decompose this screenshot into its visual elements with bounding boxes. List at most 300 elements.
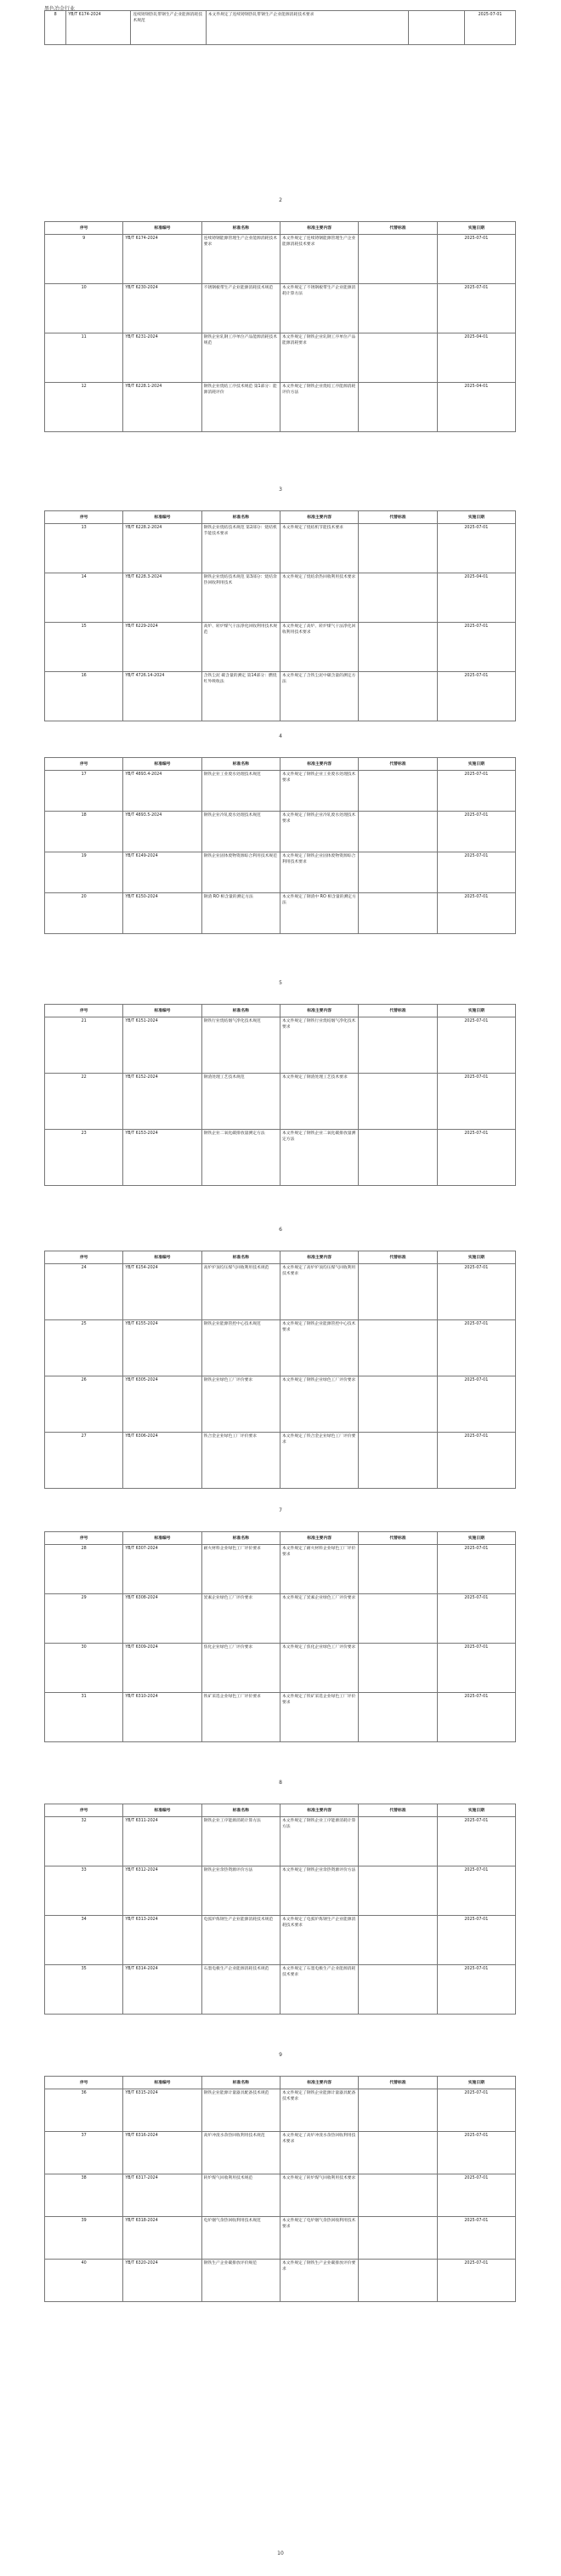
cell-code: YB/T 6154-2024 <box>123 1264 201 1320</box>
cell-code: YB/T 6228.2-2024 <box>123 524 201 573</box>
cell-replaced <box>359 893 437 934</box>
column-header-date: 实施日期 <box>437 1804 515 1817</box>
cell-replaced <box>359 2132 437 2174</box>
column-header-code: 标准编号 <box>123 758 201 771</box>
cell-code: YB/T 6307-2024 <box>123 1545 201 1594</box>
cell-replaced <box>359 1320 437 1376</box>
cell-name: 耐火材料企业绿色工厂评价要求 <box>201 1545 280 1594</box>
cell-code: YB/T 6155-2024 <box>123 1320 201 1376</box>
table-row <box>45 812 516 852</box>
table-row <box>45 573 516 623</box>
cell-date: 2025-07-01 <box>437 672 515 721</box>
cell-content: 本文件规定了钢铁行业烧结烟气净化技术要求 <box>280 1017 358 1074</box>
cell-date: 2025-07-01 <box>437 812 515 852</box>
table-row <box>45 284 516 333</box>
cell-date: 2025-07-01 <box>437 1264 515 1320</box>
column-header-content: 标准主要内容 <box>280 511 358 524</box>
page-table-block <box>44 1004 516 1186</box>
cell-seq: 11 <box>45 333 123 383</box>
cell-date: 2025-07-01 <box>437 2217 515 2260</box>
cell-name: 电炉烟气余热回收利用技术规范 <box>201 2217 280 2260</box>
column-header-name: 标准名称 <box>201 222 280 235</box>
cell-content: 本文件规定了钢铁企业固体废物资源综合利用技术要求 <box>280 852 358 893</box>
cell-date: 2025-04-01 <box>437 383 515 432</box>
cell-content: 本文件规定了含铁尘泥中碳含量的测定方法 <box>280 672 358 721</box>
cell-seq: 16 <box>45 672 123 721</box>
cell-name: 钢铁企业烧结技术规范 第2部分：烧结机节能技术要求 <box>201 524 280 573</box>
cell-content: 本文件规定了连续铸钢能源管理生产企业能源消耗技术要求 <box>280 235 358 284</box>
cell-seq: 20 <box>45 893 123 934</box>
column-header-seq: 序号 <box>45 758 123 771</box>
cell-seq: 9 <box>45 235 123 284</box>
page-table-block <box>44 221 516 432</box>
cell-content: 本文件规定了钢铁企业余热资源评价方法 <box>280 1866 358 1916</box>
column-header-name: 标准名称 <box>201 511 280 524</box>
cell-replaced <box>359 771 437 812</box>
cell-seq: 12 <box>45 383 123 432</box>
cell-seq: 13 <box>45 524 123 573</box>
cell-replaced <box>359 1693 437 1742</box>
column-header-date: 实施日期 <box>437 758 515 771</box>
cell-replaced <box>359 1594 437 1644</box>
cell-content: 本文件规定了不锈钢板带生产企业能源消耗计算方法 <box>280 284 358 333</box>
cell-date: 2025-07-01 <box>437 1130 515 1186</box>
cell-seq: 38 <box>45 2174 123 2217</box>
cell-content: 本文件规定了钢铁企业能源计量器具配备技术要求 <box>280 2089 358 2132</box>
page-number: 9 <box>279 2052 282 2058</box>
cell-code: YB/T 6228.1-2024 <box>123 383 201 432</box>
table-header-row <box>45 1251 516 1264</box>
cell-name: 含铁尘泥 碳含量的测定 第14部分：燃烧红外吸收法 <box>201 672 280 721</box>
cell-seq: 33 <box>45 1866 123 1916</box>
table-row <box>45 1433 516 1489</box>
column-header-name: 标准名称 <box>201 2077 280 2089</box>
cell-code: YB/T 6230-2024 <box>123 284 201 333</box>
cell-content: 本文件规定了钢铁企业能源管控中心技术要求 <box>280 1320 358 1376</box>
column-header-seq: 序号 <box>45 2077 123 2089</box>
column-header-code: 标准编号 <box>123 511 201 524</box>
cell-date: 2025-07-01 <box>437 1433 515 1489</box>
cell-seq: 40 <box>45 2260 123 2302</box>
table-row <box>45 1817 516 1866</box>
cell-name: 连续铸钢热轧带钢生产企业能源消耗技术规范 <box>131 11 206 45</box>
cell-replaced <box>359 284 437 333</box>
table-header-row <box>45 1532 516 1545</box>
cell-date: 2025-07-01 <box>465 11 516 45</box>
cell-seq: 29 <box>45 1594 123 1644</box>
table-row <box>45 2132 516 2174</box>
cell-code: YB/T 6306-2024 <box>123 1433 201 1489</box>
table-row <box>45 1264 516 1320</box>
standards-table <box>44 221 516 432</box>
cell-replaced <box>359 333 437 383</box>
cell-code: YB/T 6320-2024 <box>123 2260 201 2302</box>
cell-code: YB/T 6309-2024 <box>123 1644 201 1693</box>
cell-content: 本文件规定了高炉冲渣水余热回收利用技术要求 <box>280 2132 358 2174</box>
cell-name: 钢渣处理工艺技术规范 <box>201 1074 280 1130</box>
cell-seq: 26 <box>45 1376 123 1433</box>
cell-date: 2025-07-01 <box>437 1545 515 1594</box>
cell-date: 2025-07-01 <box>437 1693 515 1742</box>
column-header-seq: 序号 <box>45 222 123 235</box>
page-number: 2 <box>279 197 282 203</box>
table-row <box>45 383 516 432</box>
table-row <box>45 1693 516 1742</box>
cell-name: 钢铁企业工序能源消耗计算方法 <box>201 1817 280 1866</box>
table-row <box>45 1644 516 1693</box>
cell-name: 高炉、转炉煤气干法净化回收利用技术规范 <box>201 623 280 672</box>
cell-seq: 15 <box>45 623 123 672</box>
column-header-seq: 序号 <box>45 1532 123 1545</box>
cell-name: 电弧炉炼钢生产企业能源消耗技术规范 <box>201 1916 280 1965</box>
cell-name: 转炉煤气回收利用技术规范 <box>201 2174 280 2217</box>
column-header-date: 实施日期 <box>437 2077 515 2089</box>
standards-table <box>44 1251 516 1489</box>
table-row <box>45 2260 516 2302</box>
cell-name: 不锈钢板带生产企业能源消耗技术规范 <box>201 284 280 333</box>
table-row <box>45 333 516 383</box>
cell-code: YB/T 6150-2024 <box>123 893 201 934</box>
table-header-row <box>45 1804 516 1817</box>
page-number: 3 <box>279 487 282 493</box>
cell-code: YB/T 6174-2024 <box>123 235 201 284</box>
cell-content: 本文件规定了钢铁企业冷轧废水处理技术要求 <box>280 812 358 852</box>
column-header-code: 标准编号 <box>123 222 201 235</box>
cell-code: YB/T 6318-2024 <box>123 2217 201 2260</box>
table-row <box>45 893 516 934</box>
table-row <box>45 672 516 721</box>
column-header-replaced: 代替标准 <box>359 2077 437 2089</box>
page-number: 5 <box>279 980 282 986</box>
table-row <box>45 1866 516 1916</box>
cell-replaced <box>359 1916 437 1965</box>
cell-seq: 22 <box>45 1074 123 1130</box>
cell-name: 炭素企业绿色工厂评价要求 <box>201 1594 280 1644</box>
cell-date: 2025-04-01 <box>437 333 515 383</box>
column-header-replaced: 代替标准 <box>359 511 437 524</box>
cell-date: 2025-07-01 <box>437 2174 515 2217</box>
cell-content: 本文件规定了烧结余热回收利用技术要求 <box>280 573 358 623</box>
cell-content: 本文件规定了钢铁企业二氧化碳排放量测定方法 <box>280 1130 358 1186</box>
cell-content: 本文件规定了电炉烟气余热回收利用技术要求 <box>280 2217 358 2260</box>
table-row <box>45 1916 516 1965</box>
cell-date: 2025-07-01 <box>437 771 515 812</box>
cell-date: 2025-07-01 <box>437 1866 515 1916</box>
cell-name: 连续铸钢能源管理生产企业能源消耗技术要求 <box>201 235 280 284</box>
cell-content: 本文件规定了铁合金企业绿色工厂评价要求 <box>280 1433 358 1489</box>
cell-code: YB/T 6228.3-2024 <box>123 573 201 623</box>
standards-table <box>44 757 516 934</box>
table-row <box>45 2174 516 2217</box>
column-header-content: 标准主要内容 <box>280 1532 358 1545</box>
cell-name: 高炉炉顶均压煤气回收利用技术规范 <box>201 1264 280 1320</box>
column-header-date: 实施日期 <box>437 1005 515 1017</box>
cell-seq: 14 <box>45 573 123 623</box>
cell-seq: 23 <box>45 1130 123 1186</box>
cell-content: 本文件规定了钢铁企业绿色工厂评价要求 <box>280 1376 358 1433</box>
cell-name: 钢铁企业工业废水处理技术规范 <box>201 771 280 812</box>
cell-content: 本文件规定了高炉炉顶均压煤气回收利用技术要求 <box>280 1264 358 1320</box>
cell-name: 高炉冲渣水余热回收利用技术规范 <box>201 2132 280 2174</box>
column-header-date: 实施日期 <box>437 511 515 524</box>
column-header-seq: 序号 <box>45 1804 123 1817</box>
column-header-seq: 序号 <box>45 1251 123 1264</box>
table-row <box>45 11 516 45</box>
column-header-code: 标准编号 <box>123 1005 201 1017</box>
column-header-replaced: 代替标准 <box>359 1251 437 1264</box>
table-row <box>45 771 516 812</box>
page-number: 7 <box>279 1507 282 1513</box>
cell-code: YB/T 6312-2024 <box>123 1866 201 1916</box>
page-table-block <box>44 1804 516 2015</box>
table-row <box>45 852 516 893</box>
cell-content: 本文件规定了烧结机节能技术要求 <box>280 524 358 573</box>
cell-replaced <box>359 1074 437 1130</box>
cell-replaced <box>359 1433 437 1489</box>
page-table-block <box>44 1251 516 1489</box>
cell-content: 本文件规定了转炉煤气回收利用技术要求 <box>280 2174 358 2217</box>
column-header-name: 标准名称 <box>201 1532 280 1545</box>
cell-date: 2025-07-01 <box>437 623 515 672</box>
page-number: 6 <box>279 1227 282 1233</box>
cell-name: 铁合金企业绿色工厂评价要求 <box>201 1433 280 1489</box>
table-row <box>45 1074 516 1130</box>
table-header-row <box>45 222 516 235</box>
cell-name: 钢铁企业固体废物资源综合利用技术规范 <box>201 852 280 893</box>
cell-content: 本文件规定了钢渣中 RO 相含量的测定方法 <box>280 893 358 934</box>
cell-date: 2025-07-01 <box>437 1916 515 1965</box>
cell-replaced <box>359 1817 437 1866</box>
page-number: 8 <box>279 1780 282 1786</box>
table-row <box>45 2217 516 2260</box>
cell-seq: 31 <box>45 1693 123 1742</box>
cell-name: 钢渣 RO 相含量的测定方法 <box>201 893 280 934</box>
column-header-code: 标准编号 <box>123 1251 201 1264</box>
column-header-content: 标准主要内容 <box>280 1251 358 1264</box>
cell-date: 2025-07-01 <box>437 235 515 284</box>
cell-seq: 21 <box>45 1017 123 1074</box>
cell-code: YB/T 6316-2024 <box>123 2132 201 2174</box>
cell-content: 本文件规定了石墨电极生产企业能源消耗技术要求 <box>280 1965 358 2015</box>
cell-content: 本文件规定了高炉、转炉煤气干法净化回收利用技术要求 <box>280 623 358 672</box>
cell-replaced <box>359 235 437 284</box>
cell-replaced <box>359 1130 437 1186</box>
column-header-date: 实施日期 <box>437 1251 515 1264</box>
table-row <box>45 1545 516 1594</box>
cell-name: 钢铁企业能源计量器具配备技术规范 <box>201 2089 280 2132</box>
cell-date: 2025-07-01 <box>437 1320 515 1376</box>
cell-content: 本文件规定了耐火材料企业绿色工厂评价要求 <box>280 1545 358 1594</box>
cell-name: 焦化企业绿色工厂评价要求 <box>201 1644 280 1693</box>
column-header-code: 标准编号 <box>123 2077 201 2089</box>
cell-replaced <box>359 1376 437 1433</box>
table-row <box>45 1130 516 1186</box>
cell-replaced <box>359 1545 437 1594</box>
cell-date: 2025-07-01 <box>437 1644 515 1693</box>
cell-date: 2025-07-01 <box>437 852 515 893</box>
column-header-replaced: 代替标准 <box>359 1804 437 1817</box>
table-row <box>45 1017 516 1074</box>
cell-code: YB/T 6317-2024 <box>123 2174 201 2217</box>
standards-table <box>44 10 516 45</box>
column-header-name: 标准名称 <box>201 758 280 771</box>
column-header-replaced: 代替标准 <box>359 1005 437 1017</box>
table-header-row <box>45 1005 516 1017</box>
table-row <box>45 1320 516 1376</box>
cell-replaced <box>359 2174 437 2217</box>
cell-replaced <box>359 2260 437 2302</box>
cell-seq: 18 <box>45 812 123 852</box>
column-header-code: 标准编号 <box>123 1804 201 1817</box>
cell-name: 钢铁企业余热资源评价方法 <box>201 1866 280 1916</box>
cell-content: 本文件规定了电弧炉炼钢生产企业能源消耗技术要求 <box>280 1916 358 1965</box>
table-row <box>45 1594 516 1644</box>
page-table-block <box>44 10 516 45</box>
page-table-block <box>44 510 516 721</box>
cell-code: YB/T 6310-2024 <box>123 1693 201 1742</box>
cell-seq: 37 <box>45 2132 123 2174</box>
column-header-replaced: 代替标准 <box>359 222 437 235</box>
cell-replaced <box>359 573 437 623</box>
table-row <box>45 1376 516 1433</box>
column-header-replaced: 代替标准 <box>359 758 437 771</box>
cell-code: YB/T 6308-2024 <box>123 1594 201 1644</box>
cell-code: YB/T 6153-2024 <box>123 1130 201 1186</box>
standards-table <box>44 1804 516 2015</box>
column-header-content: 标准主要内容 <box>280 222 358 235</box>
cell-name: 铁矿采选企业绿色工厂评价要求 <box>201 1693 280 1742</box>
cell-date: 2025-07-01 <box>437 1594 515 1644</box>
cell-replaced <box>359 1264 437 1320</box>
cell-name: 钢铁行业烧结烟气净化技术规范 <box>201 1017 280 1074</box>
column-header-code: 标准编号 <box>123 1532 201 1545</box>
cell-seq: 28 <box>45 1545 123 1594</box>
standards-table <box>44 510 516 721</box>
cell-code: YB/T 6151-2024 <box>123 1017 201 1074</box>
cell-content: 本文件规定了钢铁企业轧钢工序单位产品能源消耗要求 <box>280 333 358 383</box>
page-number: 10 <box>277 2550 284 2556</box>
cell-replaced <box>359 2089 437 2132</box>
cell-date: 2025-07-01 <box>437 284 515 333</box>
cell-content: 本文件规定了钢铁企业工序能源消耗计算方法 <box>280 1817 358 1866</box>
table-header-row <box>45 511 516 524</box>
page-table-block <box>44 2076 516 2302</box>
cell-content: 本文件规定了连续铸钢热轧带钢生产企业能源消耗技术要求 <box>206 11 408 45</box>
cell-code: YB/T 6231-2024 <box>123 333 201 383</box>
cell-name: 钢铁生产企业碳排放评价规范 <box>201 2260 280 2302</box>
cell-code: YB/T 6313-2024 <box>123 1916 201 1965</box>
cell-content: 本文件规定了炭素企业绿色工厂评价要求 <box>280 1594 358 1644</box>
cell-code: YB/T 6315-2024 <box>123 2089 201 2132</box>
cell-seq: 39 <box>45 2217 123 2260</box>
cell-replaced <box>409 11 465 45</box>
cell-date: 2025-07-01 <box>437 1817 515 1866</box>
column-header-content: 标准主要内容 <box>280 1005 358 1017</box>
page-table-block <box>44 757 516 934</box>
cell-code: YB/T 4893.4-2024 <box>123 771 201 812</box>
table-row <box>45 235 516 284</box>
cell-code: YB/T 6152-2024 <box>123 1074 201 1130</box>
cell-replaced <box>359 1965 437 2015</box>
table-row <box>45 524 516 573</box>
column-header-date: 实施日期 <box>437 1532 515 1545</box>
cell-date: 2025-07-01 <box>437 524 515 573</box>
column-header-name: 标准名称 <box>201 1005 280 1017</box>
cell-replaced <box>359 623 437 672</box>
cell-date: 2025-07-01 <box>437 1074 515 1130</box>
column-header-content: 标准主要内容 <box>280 758 358 771</box>
table-header-row <box>45 758 516 771</box>
column-header-date: 实施日期 <box>437 222 515 235</box>
cell-seq: 35 <box>45 1965 123 2015</box>
cell-name: 钢铁企业冷轧废水处理技术规范 <box>201 812 280 852</box>
cell-name: 钢铁企业绿色工厂评价要求 <box>201 1376 280 1433</box>
cell-code: YB/T 6229-2024 <box>123 623 201 672</box>
cell-name: 钢铁企业烧结工序技术规范 第1部分：能源消耗评价 <box>201 383 280 432</box>
cell-seq: 32 <box>45 1817 123 1866</box>
cell-seq: 24 <box>45 1264 123 1320</box>
cell-seq: 30 <box>45 1644 123 1693</box>
cell-replaced <box>359 383 437 432</box>
cell-code: YB/T 6149-2024 <box>123 852 201 893</box>
table-row <box>45 2089 516 2132</box>
cell-name: 钢铁企业能源管控中心技术规范 <box>201 1320 280 1376</box>
column-header-seq: 序号 <box>45 1005 123 1017</box>
cell-replaced <box>359 1017 437 1074</box>
column-header-name: 标准名称 <box>201 1251 280 1264</box>
cell-content: 本文件规定了焦化企业绿色工厂评价要求 <box>280 1644 358 1693</box>
cell-replaced <box>359 524 437 573</box>
cell-seq: 10 <box>45 284 123 333</box>
cell-seq: 8 <box>45 11 66 45</box>
cell-replaced <box>359 1644 437 1693</box>
column-header-content: 标准主要内容 <box>280 1804 358 1817</box>
table-row <box>45 623 516 672</box>
section-title: 黑色冶金行业 <box>44 6 76 12</box>
cell-replaced <box>359 852 437 893</box>
cell-seq: 19 <box>45 852 123 893</box>
page-table-block <box>44 1531 516 1742</box>
cell-code: YB/T 6314-2024 <box>123 1965 201 2015</box>
page-number: 4 <box>279 733 282 739</box>
cell-name: 钢铁企业轧钢工序单位产品能源消耗技术规范 <box>201 333 280 383</box>
cell-replaced <box>359 672 437 721</box>
cell-code: YB/T 4893.5-2024 <box>123 812 201 852</box>
cell-date: 2025-07-01 <box>437 2089 515 2132</box>
cell-date: 2025-07-01 <box>437 1965 515 2015</box>
cell-name: 石墨电极生产企业能源消耗技术规范 <box>201 1965 280 2015</box>
cell-content: 本文件规定了钢铁企业工业废水处理技术要求 <box>280 771 358 812</box>
cell-replaced <box>359 1866 437 1916</box>
cell-date: 2025-07-01 <box>437 893 515 934</box>
column-header-replaced: 代替标准 <box>359 1532 437 1545</box>
cell-seq: 34 <box>45 1916 123 1965</box>
table-row <box>45 1965 516 2015</box>
cell-code: YB/T 6174-2024 <box>66 11 131 45</box>
column-header-name: 标准名称 <box>201 1804 280 1817</box>
standards-table <box>44 1531 516 1742</box>
column-header-seq: 序号 <box>45 511 123 524</box>
cell-content: 本文件规定了钢铁生产企业碳排放评价要求 <box>280 2260 358 2302</box>
cell-seq: 25 <box>45 1320 123 1376</box>
cell-date: 2025-07-01 <box>437 2132 515 2174</box>
cell-code: YB/T 6311-2024 <box>123 1817 201 1866</box>
cell-date: 2025-07-01 <box>437 2260 515 2302</box>
standards-table <box>44 1004 516 1186</box>
cell-seq: 36 <box>45 2089 123 2132</box>
cell-seq: 17 <box>45 771 123 812</box>
cell-content: 本文件规定了钢铁企业烧结工序能源消耗评价方法 <box>280 383 358 432</box>
